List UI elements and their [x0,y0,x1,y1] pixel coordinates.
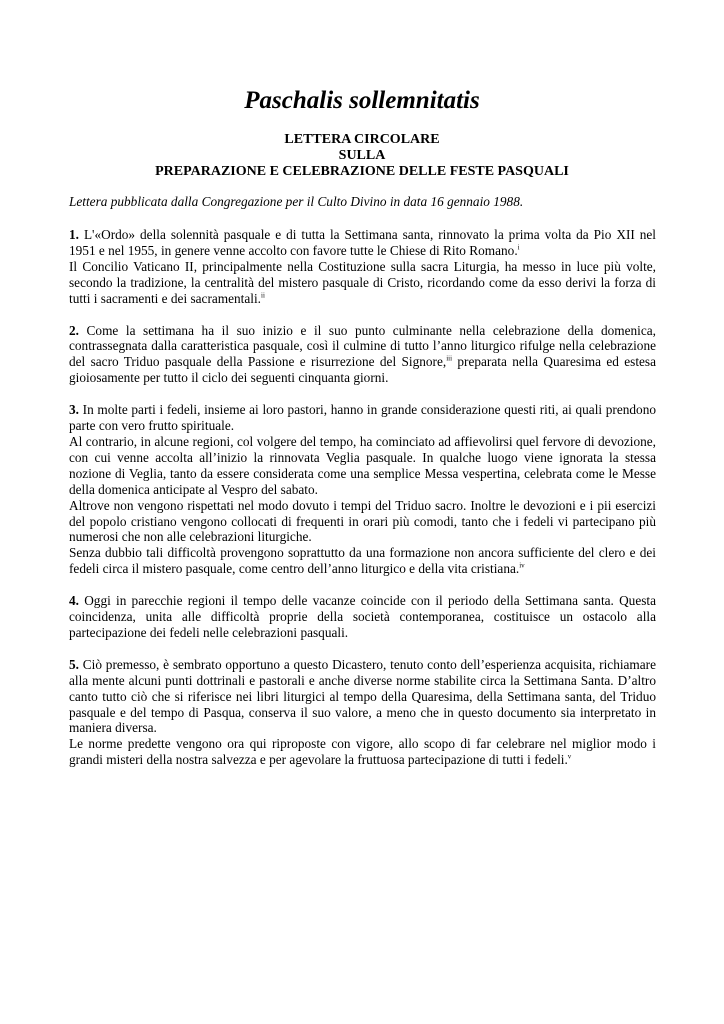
paragraph-1 [69,227,656,259]
paragraph-1b [69,259,656,307]
paragraph-gap [69,577,656,593]
paragraph-text: In molte parti i fedeli, insieme ai loro pastori, hanno in grande considerazione questi riti, ai quali prendono parte con vero frutto spirituale. [69,402,656,434]
paragraph-number: 5. [69,656,79,672]
paragraph-gap [69,307,656,323]
footnote-ref[interactable]: v [567,752,572,761]
paragraph-text: Oggi in parecchie regioni il tempo delle vacanze coincide con il periodo della Settimana santa. Questa coincidenza, unita alle difficoltà proprie della società contemporanea, costituisce un ostacolo alla partecipazione dei fedeli nelle celebrazioni pasquali. [69,593,656,640]
paragraph-text: L'«Ordo» della solennità pasquale e di tutta la Settimana santa, rinnovato la prima volta da Pio XII nel 1951 e nel 1955, in genere venne accolto con favore tutte le Chiese di Rito Romano. [69,227,656,258]
paragraph-2 [69,323,656,387]
paragraph-number: 3. [69,402,79,418]
footnote-ref[interactable]: iv [519,561,525,570]
footnote-ref[interactable]: ii [261,291,265,300]
paragraph-5b [69,736,656,768]
document-body [69,227,656,768]
paragraph-3 [69,402,656,434]
footnote-ref[interactable]: i [517,243,520,252]
paragraph-number: 2. [69,322,79,338]
paragraph-number: 1. [69,227,79,242]
paragraph-5 [69,657,656,737]
paragraph-text: Il Concilio Vaticano II, principalmente nella Costituzione sulla sacra Liturgia, ha messo in luce più volte, secondo la tradizione, la centralità del mistero pasquale di Cristo, ricordando come da esso derivi la forza di tutti i sacramenti e dei sacramentali. [69,258,656,306]
paragraph-gap [69,386,656,402]
paragraph-3b [69,434,656,498]
paragraph-text: Senza dubbio tali difficoltà provengono soprattutto da una formazione non ancora sufficiente del clero e dei fedeli circa il mistero pasquale, come centro dell’anno liturgico e della vita cristiana. [69,545,656,577]
paragraph-text: Altrove non vengono rispettati nel modo dovuto i tempi del Triduo sacro. Inoltre le devozioni e i pii esercizi del popolo cristiano vengono collocati di frequenti in orari più comodi, tanto che i fedeli vi partecipano più numerosi che non alle celebrazioni liturgiche. [69,497,656,545]
paragraph-text: Al contrario, in alcune regioni, col volgere del tempo, ha cominciato ad affievolirsi quel fervore di devozione, con cui venne accolta all’inizio la rinnovata Veglia pasquale. In qualche luogo viene ignorata la stessa nozione di Veglia, tanto da essere considerata come una semplice Messa vespertina, celebrata come le Messe della domenica anticipate al Vespro del sabato. [69,433,656,497]
paragraph-3c [69,498,656,546]
paragraph-number: 4. [69,593,79,609]
paragraph-gap [69,641,656,657]
heading-line-2: SULLA [338,148,386,163]
paragraph-3d [69,545,656,577]
paragraph-text: Ciò premesso, è sembrato opportuno a questo Dicastero, tenuto conto dell’esperienza acquisita, richiamare alla mente alcuni punti dottrinali e pastorali e anche diverse norme stabilite circa la Settimana Santa. D’altro canto tutto ciò che si riferisce nei libri liturgici al tempo della Quaresima, della Settimana santa, del Triduo pasquale e del tempo di Pasqua, conserva il suo valore, a meno che in questo documento sia interpretato in maniera diversa. [69,656,657,736]
paragraph-text-continued: preparata nella Quaresima ed estesa gioiosamente per tutto il ciclo dei seguenti cinquanta giorni. [69,354,657,386]
heading-line-1: LETTERA CIRCOLARE [284,132,440,147]
paragraph-4 [69,593,656,641]
paragraph-text: Come la settimana ha il suo inizio e il suo punto culminante nella celebrazione della domenica, contrassegnata dalla caratteristica pasquale, così il culmine di tutto l’anno liturgico rifulge nella celebrazione del sacro Triduo pasquale della Passione e risurrezione del Signore, [69,322,656,370]
paragraph-text: Le norme predette vengono ora qui riproposte con vigore, allo scopo di far celebrare nel miglior modo i grandi misteri della nostra salvezza e per agevolare la fruttuosa partecipazione di tutti i fedeli. [69,736,656,768]
heading-line-3: PREPARAZIONE E CELEBRAZIONE DELLE FESTE PASQUALI [155,164,569,179]
footnote-ref[interactable]: iii [446,354,453,363]
document-title: Paschalis sollemnitatis [244,87,480,114]
intro-note: Lettera pubblicata dalla Congregazione per il Culto Divino in data 16 gennaio 1988. [69,194,524,209]
